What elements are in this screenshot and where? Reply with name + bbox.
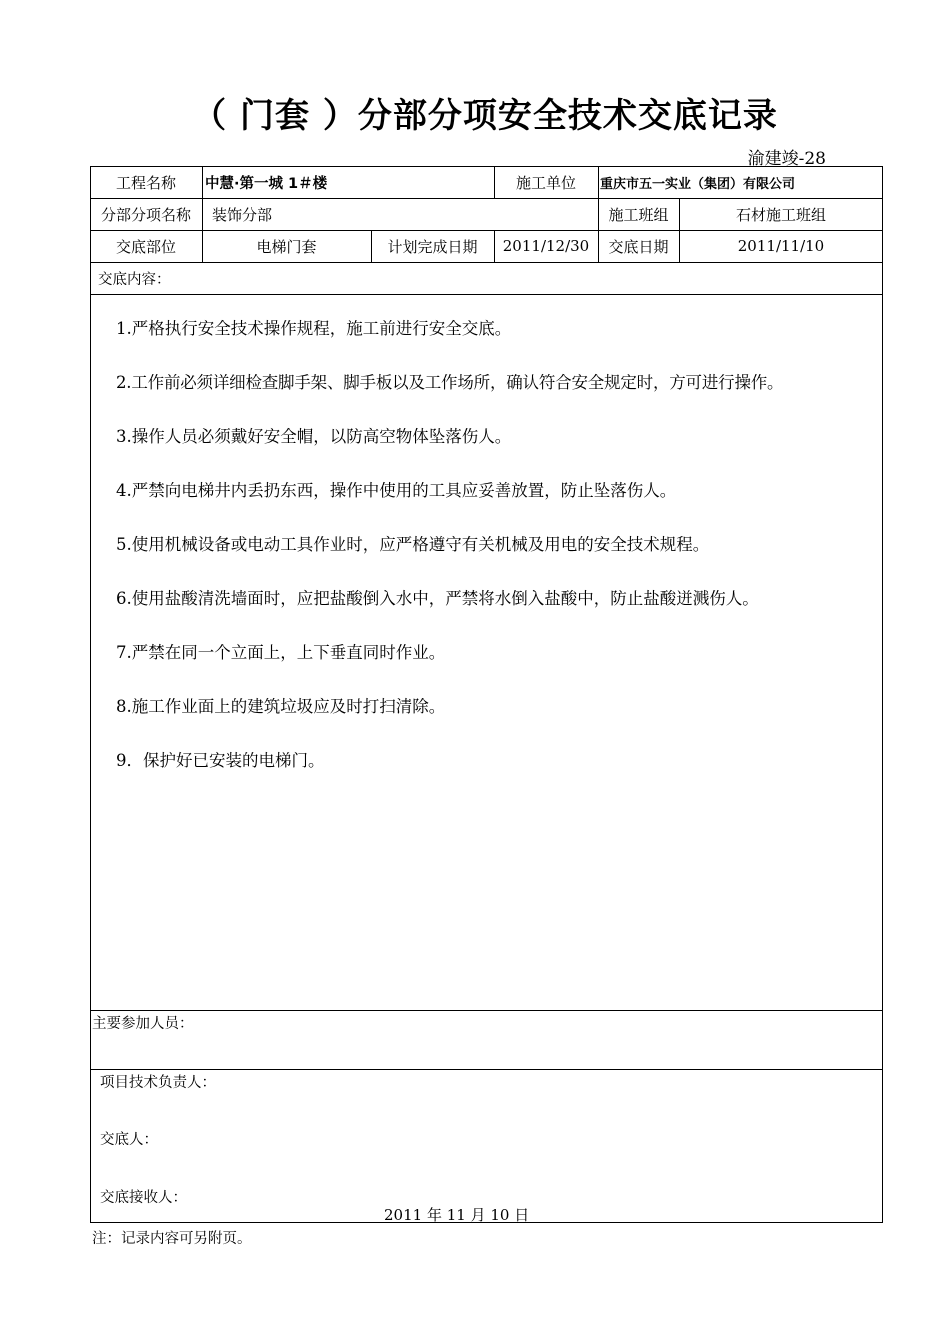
project-name-value: 中慧·第一城 1＃楼 bbox=[205, 175, 328, 192]
team-value: 石材施工班组 bbox=[735, 205, 826, 224]
disclosure-date-label: 交底日期 bbox=[608, 237, 669, 256]
location-label: 交底部位 bbox=[115, 237, 176, 256]
subproject-label: 分部分项名称 bbox=[100, 205, 191, 224]
safety-item: 2.工作前必须详细检查脚手架、脚手板以及工作场所，确认符合安全规定时，方可进行操作。 bbox=[116, 373, 784, 392]
row-divider bbox=[90, 294, 883, 295]
safety-item: 6.使用盐酸清洗墙面时，应把盐酸倒入水中，严禁将水倒入盐酸中，防止盐酸迸溅伤人。 bbox=[116, 589, 759, 608]
plan-date-label: 计划完成日期 bbox=[387, 237, 478, 256]
safety-item: 9．保护好已安装的电梯门。 bbox=[116, 751, 325, 770]
team-label: 施工班组 bbox=[608, 205, 669, 224]
safety-item: 7.严禁在同一个立面上，上下垂直同时作业。 bbox=[116, 643, 446, 662]
location-value: 电梯门套 bbox=[256, 237, 317, 256]
subproject-value: 装饰分部 bbox=[212, 205, 273, 224]
safety-item: 4.严禁向电梯井内丢扔东西，操作中使用的工具应妥善放置，防止坠落伤人。 bbox=[116, 481, 677, 500]
receiver-label: 交底接收人： bbox=[100, 1190, 187, 1206]
signature-date: 2011 年 11 月 10 日 bbox=[384, 1206, 530, 1224]
disclosure-date-value: 2011/11/10 bbox=[737, 237, 825, 255]
row-divider bbox=[90, 1069, 883, 1070]
safety-item: 5.使用机械设备或电动工具作业时，应严格遵守有关机械及用电的安全技术规程。 bbox=[116, 535, 710, 554]
document-number: 渝建竣-28 bbox=[747, 149, 826, 169]
row-divider bbox=[90, 1010, 883, 1011]
page-title: （ 门套 ）分部分项安全技术交底记录 bbox=[192, 96, 778, 136]
participants-label: 主要参加人员： bbox=[92, 1016, 194, 1032]
safety-item: 3.操作人员必须戴好安全帽，以防高空物体坠落伤人。 bbox=[116, 427, 512, 446]
contractor-value: 重庆市五一实业（集团）有限公司 bbox=[600, 176, 796, 192]
discloser-label: 交底人： bbox=[100, 1132, 158, 1148]
contractor-label: 施工单位 bbox=[515, 173, 576, 192]
tech-lead-label: 项目技术负责人： bbox=[100, 1075, 216, 1091]
footnote: 注：记录内容可另附页。 bbox=[92, 1231, 252, 1247]
safety-item: 1.严格执行安全技术操作规程，施工前进行安全交底。 bbox=[116, 319, 512, 338]
safety-item: 8.施工作业面上的建筑垃圾应及时打扫清除。 bbox=[116, 697, 446, 716]
plan-date-value: 2011/12/30 bbox=[502, 237, 590, 255]
project-name-label: 工程名称 bbox=[115, 173, 176, 192]
content-label: 交底内容： bbox=[98, 271, 171, 288]
